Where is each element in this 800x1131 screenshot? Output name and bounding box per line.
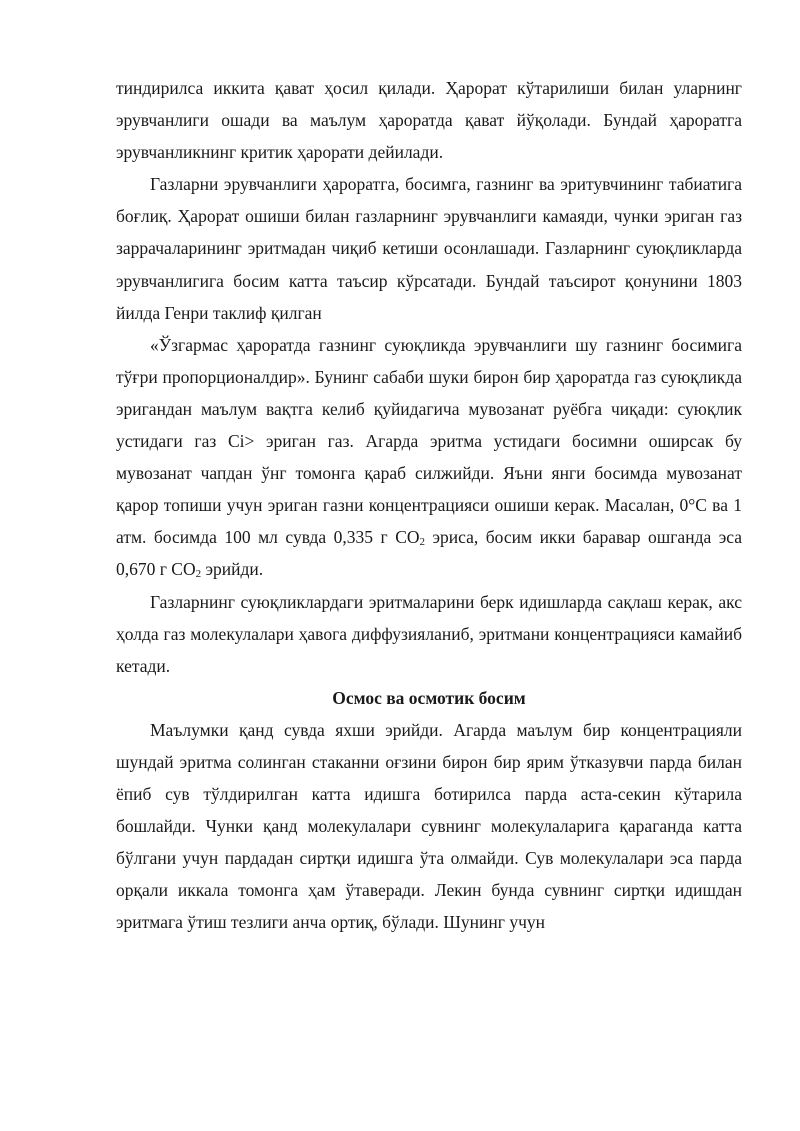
henry-law-text-1: «Ўзгармас ҳароратда газнинг суюқликда эрувчанлиги шу газнинг босимига тўғри пропорционалдир». Бунинг сабаби шуки бирон бир ҳароратда газ суюқликда эригандан маълум вақтга келиб қуйидагича мувозанат руёбга чиқади: суюқлик устидаги газ Ci> эриган газ. Агарда эритма устидаги босимни оширсак бу мувозанат чапдан ўнг томонга қараб силжийди. Яъни янги босимда мувозанат қарор топиши учун эриган газни концентрацияси ошиши керак. Масалан, 0°С ва 1 атм. босимда 100 мл сувда 0,335 г СО	[116, 334, 742, 548]
co2-subscript-2: 2	[195, 568, 202, 581]
section-heading-osmosis: Осмос ва осмотик босим	[332, 687, 526, 708]
paragraph-gas-solubility: Газларни эрувчанлиги ҳароратга, босимга, газнинг ва эритувчининг табиатига боғлиқ. Ҳарорат ошиши билан газларнинг эрувчанлиги камаяди, чунки эриган газ заррачаларининг эритмадан чиқиб кетиши осонлашади. Газларнинг суюқликларда эрувчанлигига босим катта таъсир кўрсатади. Бундай таъсирот қонунини 1803 йилда Генри таклиф қилган	[116, 174, 742, 323]
paragraph-critical-temperature: тиндирилса иккита қават ҳосил қилади. Ҳарорат кўтарилиши билан уларнинг эрувчанлиги ошади ва маълум ҳароратда қават йўқолади. Бундай ҳароратга эрувчанликнинг критик ҳарорати дейилади.	[116, 78, 742, 163]
henry-law-text-3: эрийди.	[201, 559, 264, 580]
paragraph-henry-law	[116, 329, 742, 586]
paragraph-storage: Газларнинг суюқликлардаги эритмаларини берк идишларда сақлаш керак, акс ҳолда газ молекулалари ҳавога диффузияланиб, эритмани концентрацияси камайиб кетади.	[116, 591, 742, 676]
co2-subscript-1: 2	[419, 536, 426, 549]
henry-law-text-2: эриса, босим икки баравар ошганда эса 0,670 г СО	[116, 527, 742, 580]
document-page	[116, 72, 742, 939]
paragraph-osmosis: Маълумки қанд сувда яхши эрийди. Агарда маълум бир концентрацияли шундай эритма солинган стаканни оғзини бирон бир ярим ўтказувчи парда билан ёпиб сув тўлдирилган катта идишга ботирилса парда аста-секин кўтарила бошлайди. Чунки қанд молекулалари сувнинг молекулаларига қараганда катта бўлгани учун пардадан сиртқи идишга ўта олмайди. Сув молекулалари эса парда орқали иккала томонга ҳам ўтаверади. Лекин бунда сувнинг сиртқи идишдан эритмага ўтиш тезлиги анча ортиқ, бўлади. Шунинг учун	[116, 719, 742, 933]
